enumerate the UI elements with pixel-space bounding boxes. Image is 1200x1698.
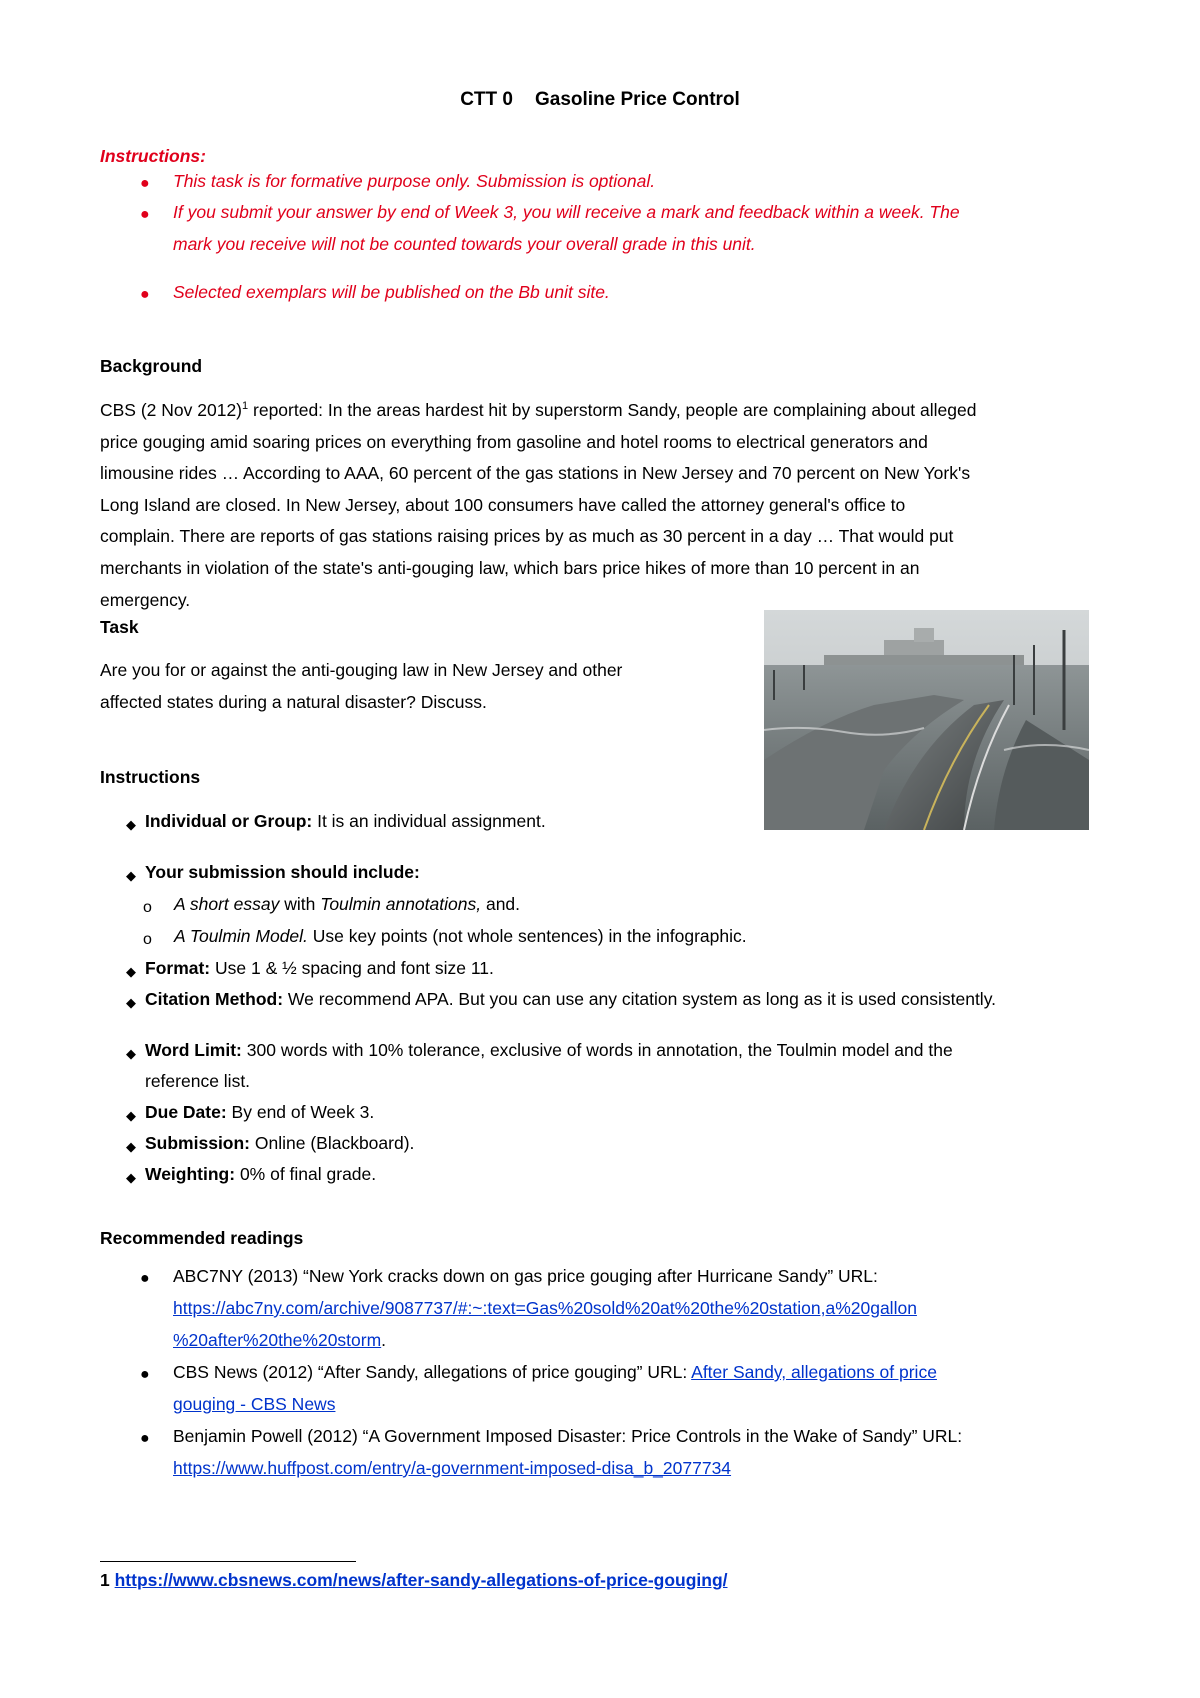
page-title xyxy=(0,88,1200,112)
flooded-road-photo xyxy=(764,610,1089,830)
red-instruction-2-cont: mark you receive will not be counted towards your overall grade in this unit. xyxy=(173,234,756,254)
bullet-diamond: ◆ xyxy=(126,1139,136,1154)
instruction-due-date: Due Date: By end of Week 3. xyxy=(145,1102,375,1122)
bullet-dot: ● xyxy=(140,1270,150,1287)
background-line-3: limousine rides … According to AAA, 60 percent of the gas stations in New Jersey and 70 percent on New York's xyxy=(100,463,971,484)
background-cite: CBS (2 Nov 2012) xyxy=(100,400,243,420)
reading-1-link-cont[interactable]: %20after%20the%20storm xyxy=(173,1330,382,1350)
reading-1-link[interactable]: https://abc7ny.com/archive/9087737/#:~:text=Gas%20sold%20at%20the%20station,a%20gallon xyxy=(173,1298,917,1318)
red-instruction-1: This task is for formative purpose only. Submission is optional. xyxy=(173,171,656,191)
bullet-diamond: ◆ xyxy=(126,1046,136,1061)
red-instruction-3: Selected exemplars will be published on the Bb unit site. xyxy=(173,282,610,302)
reading-2-link[interactable]: After Sandy, allegations of price xyxy=(691,1362,937,1382)
background-line-1: CBS (2 Nov 2012)$^1$ reported: In the areas hardest hit by superstorm Sandy, people are complaining about alleged xyxy=(100,400,977,420)
instruction-individual: Individual or Group: It is an individual assignment. xyxy=(145,811,546,831)
instruction-submission: Your submission should include: xyxy=(145,862,420,882)
bullet-dot: ● xyxy=(140,286,150,303)
bullet-diamond: ◆ xyxy=(126,868,136,883)
bullet-circle: o xyxy=(143,899,152,916)
instruction-format: Format: Use 1 & ½ spacing and font size 11. xyxy=(145,958,494,978)
footnote-number: 1 xyxy=(100,1570,110,1590)
footnote-separator xyxy=(100,1561,356,1562)
reading-3-link-line xyxy=(173,1453,731,1485)
bullet-dot: ● xyxy=(140,206,150,223)
title-text: Gasoline Price Control xyxy=(534,89,740,110)
reading-2-text: CBS News (2012) “After Sandy, allegations of price gouging” URL: After Sandy, allegations of price xyxy=(173,1362,937,1382)
footnote-link[interactable]: https://www.cbsnews.com/news/after-sandy-allegations-of-price-gouging/ xyxy=(114,1570,728,1590)
background-heading: Background xyxy=(100,356,203,376)
bullet-diamond: ◆ xyxy=(126,995,136,1010)
reading-1-link-line xyxy=(173,1293,917,1325)
bullet-diamond: ◆ xyxy=(126,1170,136,1185)
footnote-ref: 1 xyxy=(242,400,249,413)
bullet-circle: o xyxy=(143,931,152,948)
instruction-submission-method: Submission: Online (Blackboard). xyxy=(145,1133,415,1153)
bullet-diamond: ◆ xyxy=(126,817,136,832)
submission-model: A Toulmin Model. Use key points (not whole sentences) in the infographic. xyxy=(174,926,747,946)
bullet-dot: ● xyxy=(140,1430,150,1447)
red-instruction-2: If you submit your answer by end of Week 3, you will receive a mark and feedback within a week. The xyxy=(173,202,960,222)
bullet-diamond: ◆ xyxy=(126,964,136,979)
reading-3-link[interactable]: https://www.huffpost.com/entry/a-government-imposed-disa_b_2077734 xyxy=(173,1458,732,1478)
instruction-weighting: Weighting: 0% of final grade. xyxy=(145,1164,377,1184)
reading-3-text: Benjamin Powell (2012) “A Government Imposed Disaster: Price Controls in the Wake of Sandy” URL: xyxy=(173,1426,963,1446)
instructions-heading: Instructions xyxy=(100,767,201,787)
reading-1-text: ABC7NY (2013) “New York cracks down on gas price gouging after Hurricane Sandy” URL: xyxy=(173,1266,878,1286)
background-line-7: emergency. xyxy=(100,589,191,610)
task-heading: Task xyxy=(100,617,139,637)
bullet-dot: ● xyxy=(140,1366,150,1383)
submission-essay: A short essay with Toulmin annotations, and. xyxy=(174,894,521,914)
red-instructions-heading: Instructions: xyxy=(100,146,206,166)
instruction-citation: Citation Method: We recommend APA. But you can use any citation system as long as it is used consistently. xyxy=(145,989,997,1009)
reading-2-link-cont[interactable]: gouging - CBS News xyxy=(173,1394,336,1414)
background-line-5: complain. There are reports of gas stations raising prices by as much as 30 percent in a day … That would put xyxy=(100,526,954,547)
bullet-diamond: ◆ xyxy=(126,1108,136,1123)
reading-2-link-line xyxy=(173,1389,335,1421)
readings-heading: Recommended readings xyxy=(100,1228,304,1248)
footnote xyxy=(100,1568,728,1592)
reading-1-link-line-2: %20after%20the%20storm. xyxy=(173,1330,387,1350)
background-paragraph xyxy=(100,395,1130,616)
background-line-6: merchants in violation of the state's anti-gouging law, which bars price hikes of more than 10 percent in an xyxy=(100,557,920,578)
task-line-2: affected states during a natural disaster? Discuss. xyxy=(100,692,487,712)
bullet-dot: ● xyxy=(140,175,150,192)
background-line-2: price gouging amid soaring prices on everything from gasoline and hotel rooms to electrical generators and xyxy=(100,431,928,452)
task-line-1: Are you for or against the anti-gouging law in New Jersey and other xyxy=(100,660,623,680)
instruction-word-limit: Word Limit: 300 words with 10% tolerance, exclusive of words in annotation, the Toulmin model and the xyxy=(145,1040,953,1060)
title-code: CTT 0 xyxy=(460,89,513,110)
background-line-4: Long Island are closed. In New Jersey, about 100 consumers have called the attorney general's office to xyxy=(100,494,906,515)
instruction-word-limit-cont: reference list. xyxy=(145,1071,251,1091)
